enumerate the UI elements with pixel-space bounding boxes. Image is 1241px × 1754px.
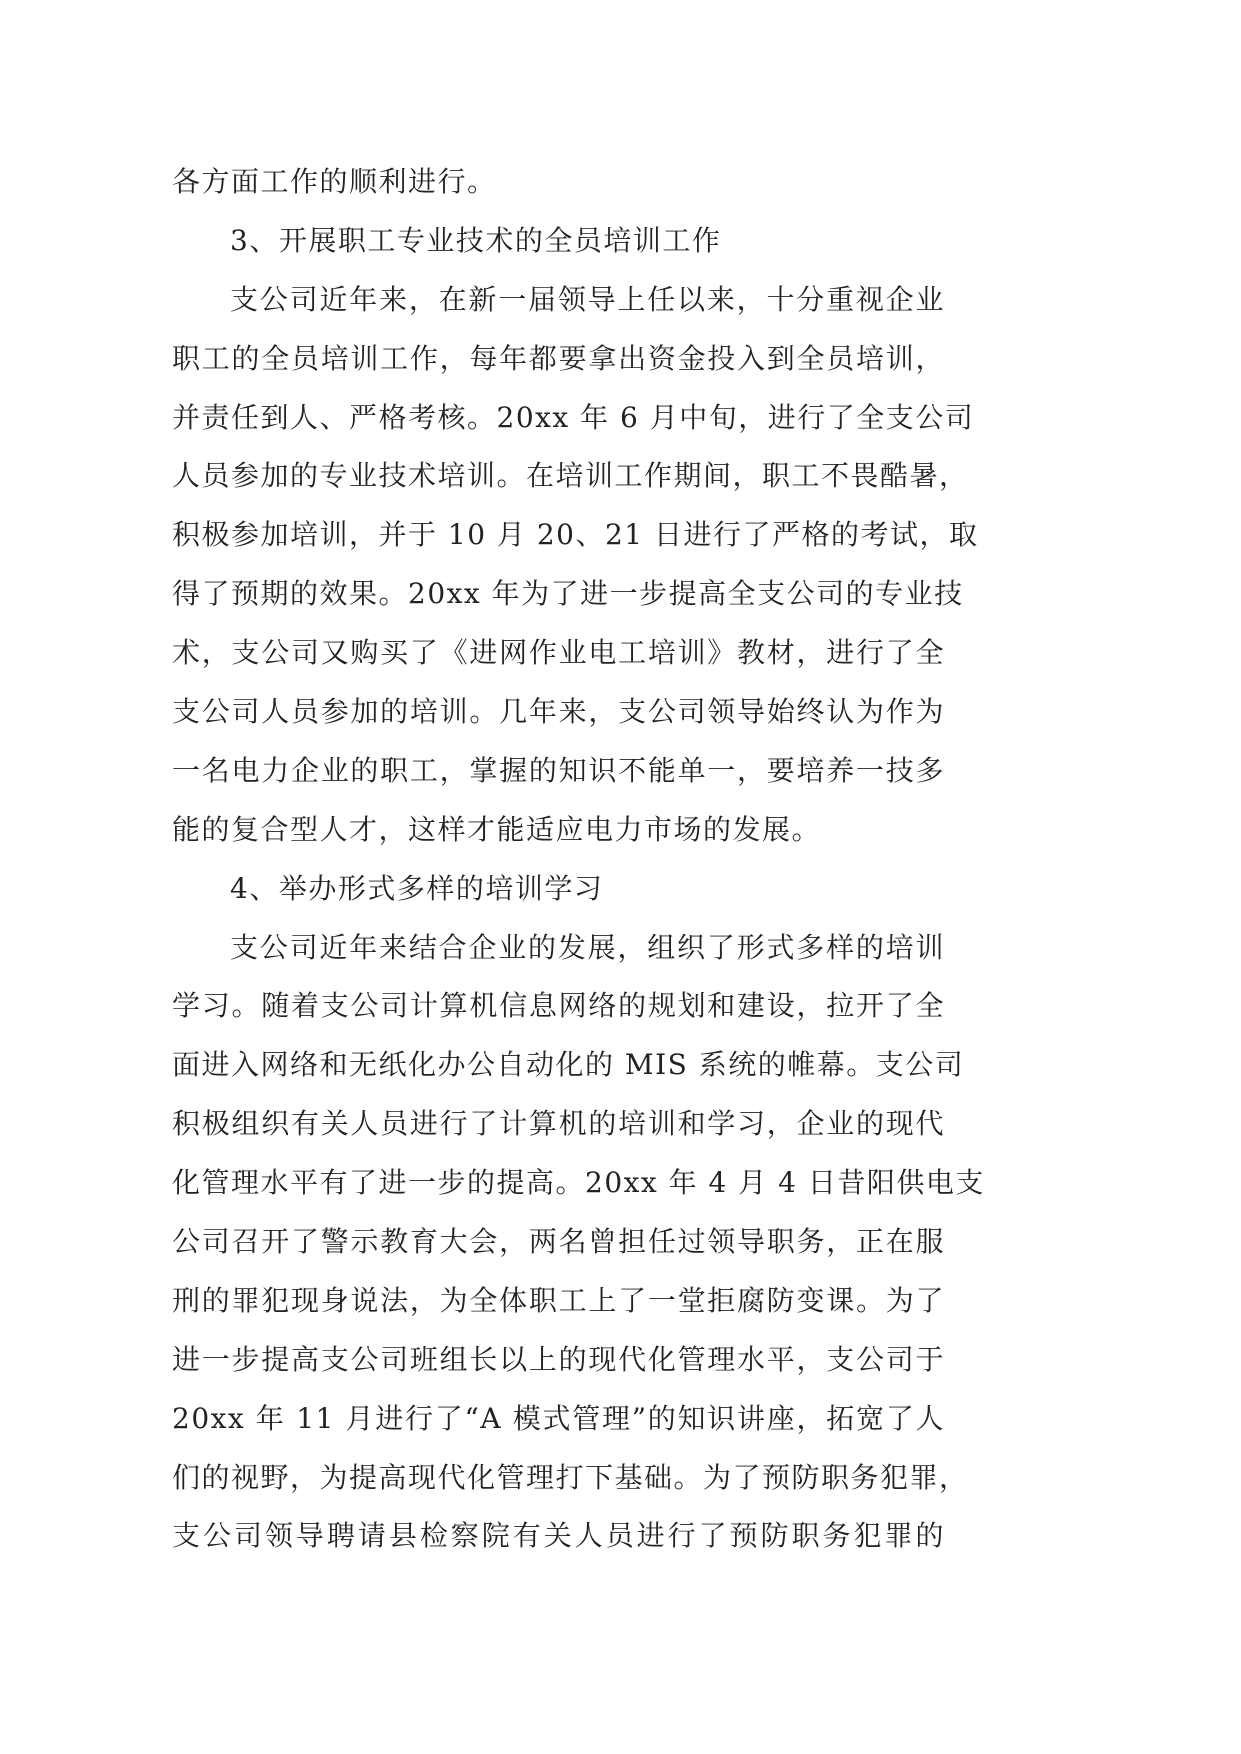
paragraph-line: 支公司近年来结合企业的发展，组织了形式多样的培训 (230, 930, 945, 964)
paragraph-line: 人员参加的专业技术培训。在培训工作期间，职工不畏酷暑， (172, 459, 969, 493)
paragraph-line: 20xx 年 11 月进行了“A 模式管理”的知识讲座，拓宽了人 (172, 1401, 945, 1435)
paragraph (172, 271, 979, 860)
section-heading: 3、开展职工专业技术的全员培训工作 (230, 223, 722, 257)
paragraph-line: 们的视野，为提高现代化管理打下基础。为了预防职务犯罪， (172, 1460, 969, 1494)
paragraph-line: 积极组织有关人员进行了计算机的培训和学习，企业的现代 (172, 1107, 945, 1141)
paragraph-line: 进一步提高支公司班组长以上的现代化管理水平，支公司于 (172, 1342, 945, 1376)
paragraph-line: 公司召开了警示教育大会，两名曾担任过领导职务，正在服 (172, 1225, 945, 1259)
paragraph-line: 术，支公司又购买了《进网作业电工培训》教材，进行了全 (172, 636, 945, 670)
paragraph-line: 并责任到人、严格考核。20xx 年 6 月中旬，进行了全支公司 (172, 400, 975, 434)
section-heading: 4、举办形式多样的培训学习 (230, 871, 604, 905)
paragraph-line: 能的复合型人才，这样才能适应电力市场的发展。 (172, 812, 822, 846)
paragraph-line: 积极参加培训，并于 10 月 20、21 日进行了严格的考试，取 (172, 518, 979, 552)
document-body (172, 153, 985, 1566)
paragraph-line: 化管理水平有了进一步的提高。20xx 年 4 月 4 日昔阳供电支 (172, 1166, 985, 1200)
paragraph-line: 得了预期的效果。20xx 年为了进一步提高全支公司的专业技 (172, 577, 964, 611)
paragraph-continuation (172, 153, 945, 212)
paragraph-line: 面进入网络和无纸化办公自动化的 MIS 系统的帷幕。支公司 (172, 1048, 965, 1082)
paragraph-line: 一名电力企业的职工，掌握的知识不能单一，要培养一技多 (172, 753, 945, 787)
section-4 (172, 860, 985, 1567)
paragraph-line: 刑的罪犯现身说法，为全体职工上了一堂拒腐防变课。为了 (172, 1283, 945, 1317)
section-3 (172, 212, 979, 860)
paragraph-line: 支公司人员参加的培训。几年来，支公司领导始终认为作为 (172, 695, 945, 729)
paragraph-line: 职工的全员培训工作，每年都要拿出资金投入到全员培训， (172, 341, 945, 375)
paragraph-line: 支公司领导聘请县检察院有关人员进行了预防职务犯罪的 (172, 1519, 945, 1553)
paragraph-line: 各方面工作的顺利进行。 (172, 165, 497, 198)
paragraph-line: 学习。随着支公司计算机信息网络的规划和建设，拉开了全 (172, 989, 945, 1023)
paragraph-line: 支公司近年来，在新一届领导上任以来，十分重视企业 (230, 282, 945, 316)
paragraph (172, 919, 985, 1567)
